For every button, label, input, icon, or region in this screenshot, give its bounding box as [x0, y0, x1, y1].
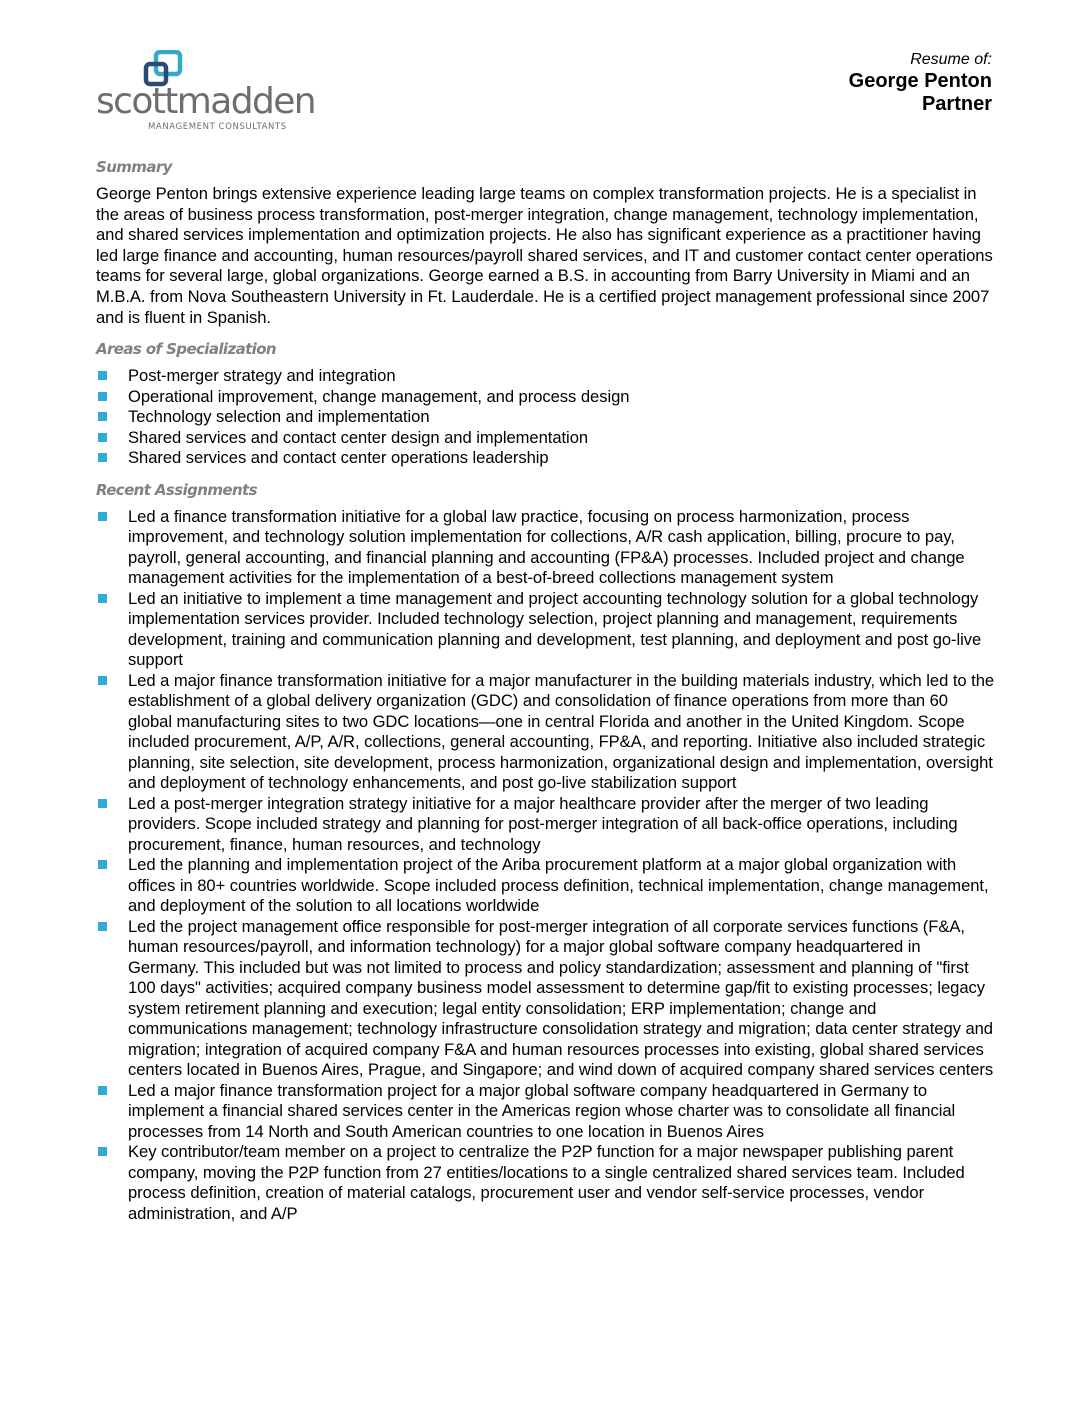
- logo-tagline: MANAGEMENT CONSULTANTS: [148, 122, 287, 132]
- bullet-square-icon: [98, 433, 107, 442]
- logo-wordmark: scottmadden: [96, 81, 316, 122]
- list-item: Led a finance transformation initiative for a global law practice, focusing on process harmonization, process improvement, and technology solution implementation for collections, A/R cash application, billing, procure to pay, payroll, general accounting, and financial planning and accounting (FP&A) processes. Included project and change management activities for the implementation of a best-of-breed collections management system: [96, 507, 996, 589]
- list-item: Led the planning and implementation project of the Ariba procurement platform at a major global organization with offices in 80+ countries worldwide. Scope included process definition, technical implementation, change management, and deployment of the solution to all locations worldwide: [96, 855, 996, 917]
- bullet-square-icon: [98, 392, 107, 401]
- bullet-square-icon: [98, 371, 107, 380]
- resume-body: [96, 156, 996, 1234]
- list-item: Shared services and contact center operations leadership: [96, 448, 996, 469]
- bullet-square-icon: [98, 1086, 107, 1095]
- list-item: Led an initiative to implement a time management and project accounting technology solution for a global technology implementation services provider. Included technology selection, project planning and management, requirements development, training and communication planning and development, test planning, and deployment and post go-live support: [96, 589, 996, 671]
- bullet-square-icon: [98, 922, 107, 931]
- bullet-square-icon: [98, 676, 107, 685]
- bullet-square-icon: [98, 412, 107, 421]
- summary-text: George Penton brings extensive experience leading large teams on complex transformation projects. He is a specialist in the areas of business process transformation, post-merger integration, change management, technology implementation, and shared services implementation and optimization projects. He also has significant experience as a practitioner having led large finance and accounting, human resources/payroll shared services, and IT and customer contact center operations teams for several large, global organizations. George earned a B.S. in accounting from Barry University in Miami and an M.B.A. from Nova Southeastern University in Ft. Lauderdale. He is a certified project management professional since 2007 and is fluent in Spanish.: [96, 184, 993, 327]
- bullet-square-icon: [98, 512, 107, 521]
- summary-heading: Summary: [96, 158, 172, 176]
- company-logo: [96, 46, 316, 138]
- list-item: Led a post-merger integration strategy initiative for a major healthcare provider after the merger of two leading providers. Scope included strategy and planning for post-merger integration of all back-office operations, including procurement, finance, human resources, and technology: [96, 794, 996, 856]
- list-item: Key contributor/team member on a project to centralize the P2P function for a major newspaper publishing parent company, moving the P2P function from 27 entities/locations to a single centralized shared services team. Included process definition, creation of material catalogs, procurement user and vendor self-service processes, vendor administration, and A/P: [96, 1142, 996, 1224]
- specialization-heading: Areas of Specialization: [96, 340, 277, 359]
- person-name: George Penton: [848, 70, 992, 92]
- specialization-list: [96, 366, 996, 469]
- list-item: Shared services and contact center design and implementation: [96, 428, 996, 449]
- list-item: Led a major finance transformation project for a major global software company headquartered in Germany to implement a financial shared services center in the Americas region whose charter was to consolidate all financial processes from 14 North and South American countries to one location in Buenos Aires: [96, 1081, 996, 1143]
- resume-header: [849, 50, 992, 116]
- list-item: Led a major finance transformation initiative for a major manufacturer in the building materials industry, which led to the establishment of a global delivery organization (GDC) and consolidation of finance operations from more than 60 global manufacturing sites to two GDC locations—one in central Florida and another in the United Kingdom. Scope included procurement, A/P, A/R, collections, general accounting, FP&A, and reporting. Initiative also included strategic planning, site selection, site development, process harmonization, organizational design and implementation, oversight and deployment of technology enhancements, and post go-live stabilization support: [96, 671, 996, 794]
- person-title: Partner: [921, 93, 992, 115]
- assignments-heading: Recent Assignments: [96, 480, 257, 499]
- bullet-square-icon: [98, 453, 107, 462]
- assignments-list: [96, 507, 996, 1225]
- list-item: Technology selection and implementation: [96, 407, 996, 428]
- list-item: Operational improvement, change management, and process design: [96, 387, 996, 408]
- bullet-square-icon: [98, 799, 107, 808]
- bullet-square-icon: [98, 594, 107, 603]
- list-item: Led the project management office responsible for post-merger integration of all corporate services functions (F&A, human resources/payroll, and information technology) for a major global software company headquartered in Germany. This included but was not limited to process and policy standardization; assessment and planning of "first 100 days" activities; acquired company business model assessment to determine gap/fit to existing processes; legacy system retirement planning and execution; legal entity consolidation; ERP implementation; change and communications management; technology infrastructure consolidation strategy and migration; data center strategy and migration; integration of acquired company F&A and human resources processes into existing, global shared services centers located in Buenos Aires, Prague, and Singapore; and wind down of acquired company shared services centers: [96, 917, 996, 1081]
- resume-of-label: Resume of:: [910, 51, 992, 68]
- list-item: Post-merger strategy and integration: [96, 366, 996, 387]
- bullet-square-icon: [98, 860, 107, 869]
- bullet-square-icon: [98, 1147, 107, 1156]
